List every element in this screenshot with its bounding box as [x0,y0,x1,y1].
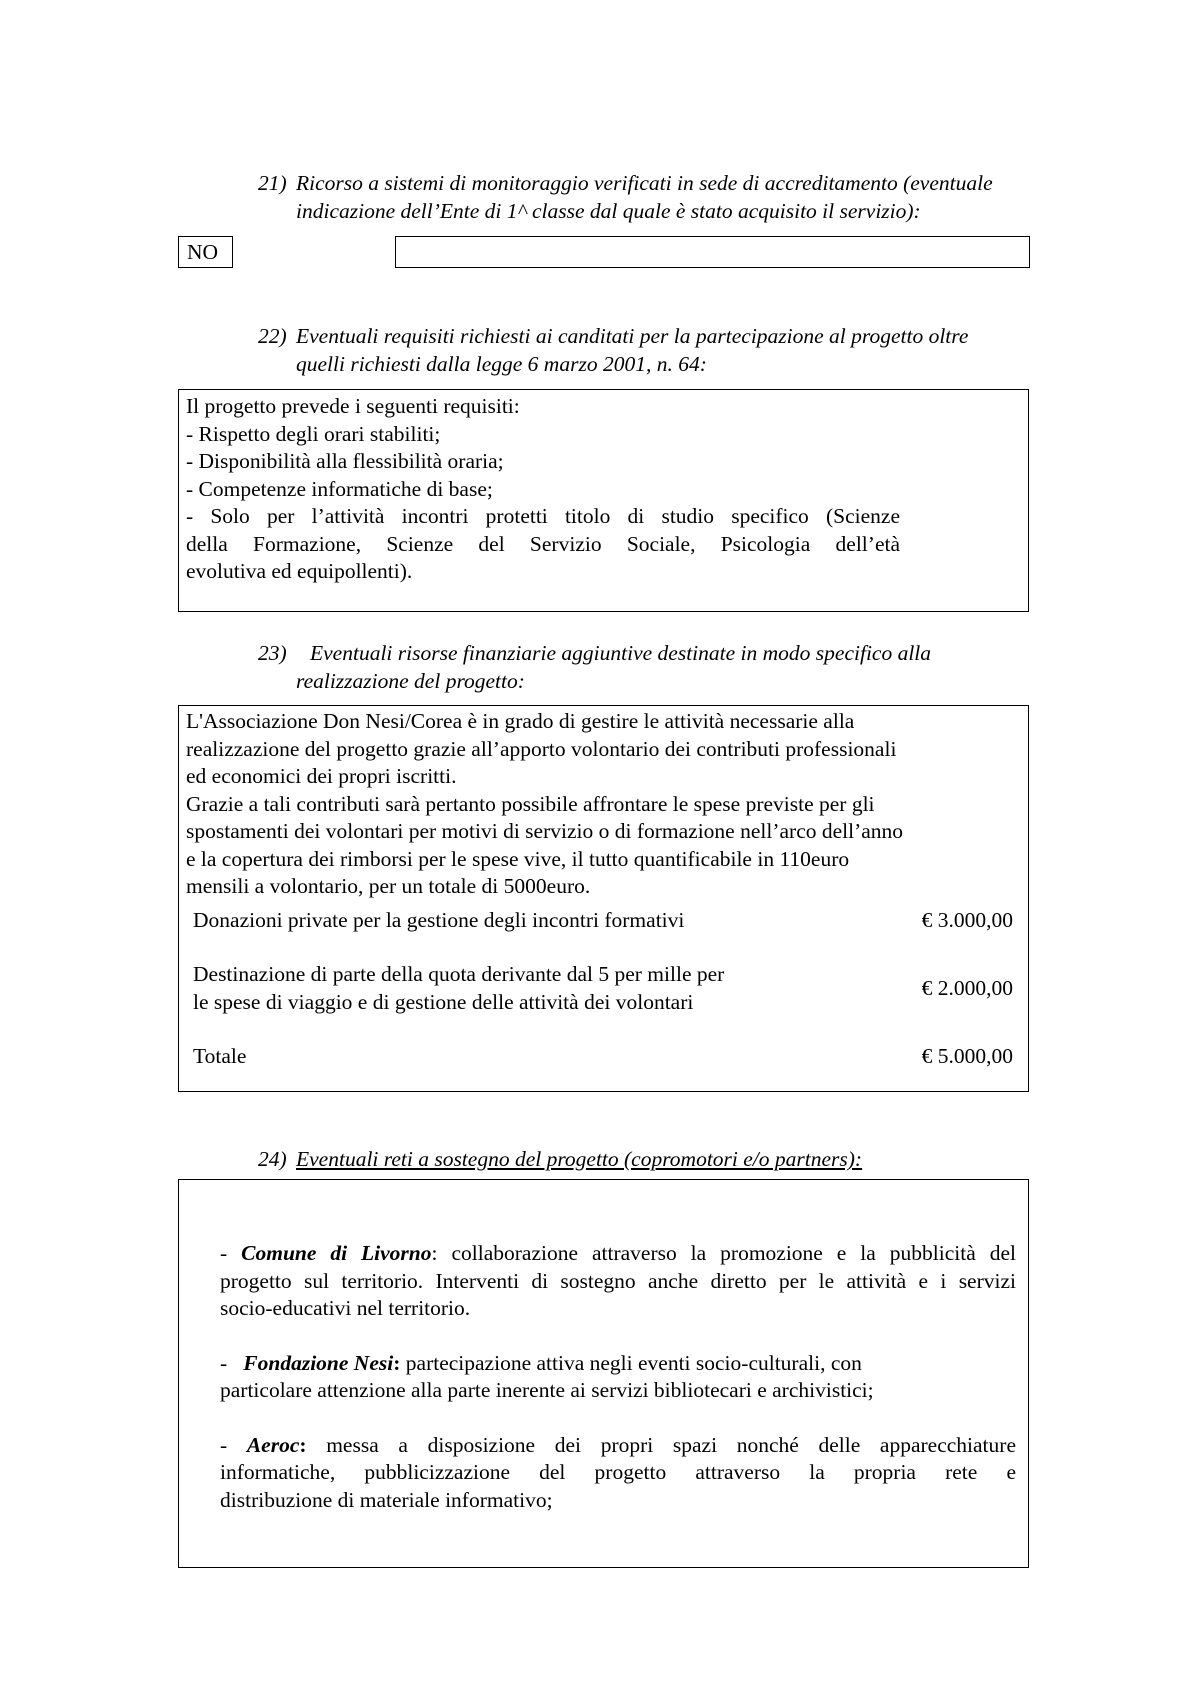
funding-description [186,708,1016,901]
partner-line [220,1350,1016,1378]
question-text-line: Ricorso a sistemi di monitoraggio verificati in sede di accreditamento (eventuale [296,171,993,195]
requirements-line: evolutiva ed equipollenti). [186,559,413,583]
partner-name: Fondazione Nesi [243,1350,394,1375]
funding-line: L'Associazione Don Nesi/Corea è in grado di gestire le attività necessarie alla [186,709,855,733]
partner-line [220,1240,1016,1268]
question-number: 21) [258,171,287,195]
partner-prefix: - [220,1241,242,1265]
partner-item [220,1350,1016,1405]
answer-detail-box [395,236,1030,268]
requirements-line: della Formazione, Scienze del Servizio Sociale, Psicologia dell’età [186,531,900,556]
answer-text: NO [187,240,219,264]
requirements-box [178,389,1029,612]
partners-list [220,1240,1016,1514]
question-text-line: Eventuali reti a sostegno del progetto (copromotori e/o partners): [296,1147,863,1171]
question-text-line: quelli richiesti dalla legge 6 marzo 2001, n. 64: [296,351,707,376]
question-number: 23) [258,641,287,665]
funding-line: spostamenti dei volontari per motivi di servizio o di formazione nell’arco dell’anno [186,819,904,843]
funding-row-label [193,961,724,1016]
funding-row [193,961,1013,1017]
partner-name: Comune di Livorno [241,1241,432,1265]
partners-box [178,1179,1029,1568]
partner-line: socio-educativi nel territorio. [220,1296,471,1320]
funding-row-amount: € 3.000,00 [921,908,1013,932]
partner-line: informatiche, pubblicizzazione del progetto attraverso la propria rete e [220,1460,1016,1484]
partner-item [220,1240,1016,1323]
funding-row-label-line: Destinazione di parte della quota derivante dal 5 per mille per [193,962,725,986]
funding-row-label: Donazioni private per la gestione degli incontri formativi [193,908,685,932]
question-text-line: Eventuali requisiti richiesti ai canditati per la partecipazione al progetto oltre [296,324,969,348]
question-21-heading [258,170,1098,225]
funding-row-label-line: le spese di viaggio e di gestione delle attività dei volontari [193,989,694,1014]
requirements-line: - Solo per l’attività incontri protetti titolo di studio specifico (Scienze [186,504,900,528]
question-number: 22) [258,324,287,348]
partner-sep: : [299,1432,307,1457]
funding-total-amount: € 5.000,00 [921,1044,1013,1068]
question-23-heading [258,640,1098,695]
partner-text: collaborazione attraverso la promozione e la pubblicità del [437,1241,1016,1265]
question-text-line: Eventuali risorse finanziarie aggiuntive destinate in modo specifico alla [310,641,932,665]
funding-total-label: Totale [193,1044,247,1068]
requirements-line: - Competenze informatiche di base; [186,476,493,501]
partner-line [220,1432,1016,1460]
funding-line: e la copertura dei rimborsi per le spese vive, il tutto quantificabile in 110euro [186,846,850,871]
question-number: 24) [258,1147,287,1171]
funding-line: mensili a volontario, per un totale di 5000euro. [186,874,591,898]
requirements-line: - Disponibilità alla flessibilità oraria; [186,449,504,473]
funding-box [178,705,1029,1092]
question-24-heading [258,1146,1098,1174]
partner-line: distribuzione di materiale informativo; [220,1487,553,1512]
requirements-line: Il progetto prevede i seguenti requisiti: [186,394,520,418]
partner-prefix: - [220,1432,247,1457]
answer-box-no [178,236,233,268]
funding-line: Grazie a tali contributi sarà pertanto possibile affrontare le spese previste per gli [186,791,875,816]
funding-row-amount: € 2.000,00 [921,976,1013,1000]
partner-text: messa a disposizione dei propri spazi nonché delle apparecchiature [306,1432,1016,1457]
partner-prefix: - [220,1350,244,1375]
partner-sep: : [393,1350,401,1375]
funding-line: ed economici dei propri iscritti. [186,764,457,788]
requirements-text [186,393,900,586]
question-text-line: realizzazione del progetto: [296,668,525,693]
partner-sep: : [431,1241,438,1265]
partner-line: progetto sul territorio. Interventi di sostegno anche diretto per le attività e i servizi [220,1268,1016,1293]
requirements-line: - Rispetto degli orari stabiliti; [186,421,441,446]
partner-name: Aeroc [246,1432,300,1457]
funding-line: realizzazione del progetto grazie all’apporto volontario dei contributi professionali [186,736,897,761]
question-22-heading [258,323,1098,378]
partner-line: particolare attenzione alla parte inerente ai servizi bibliotecari e archivistici; [220,1378,874,1402]
partner-item [220,1432,1016,1515]
question-text-line: indicazione dell’Ente di 1^ classe dal quale è stato acquisito il servizio): [296,198,921,223]
partner-text: partecipazione attiva negli eventi socio-culturali, con [400,1350,862,1375]
